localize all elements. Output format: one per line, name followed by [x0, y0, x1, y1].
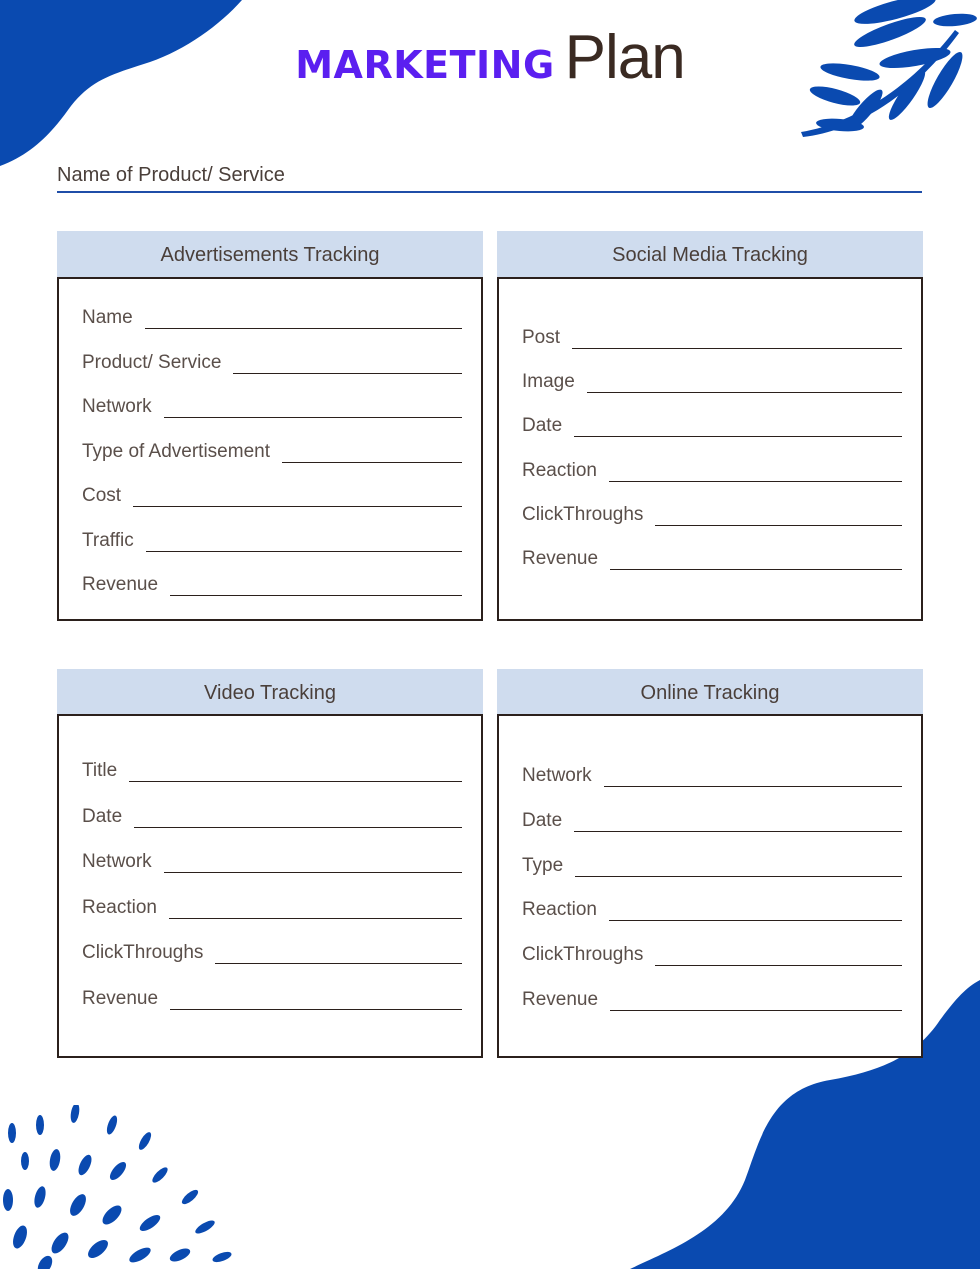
video-field-revenue[interactable] [59, 984, 481, 1014]
online-field-reaction[interactable] [499, 895, 921, 925]
field-label: Network [82, 851, 152, 872]
field-input-line[interactable] [164, 417, 462, 418]
field-input-line[interactable] [170, 595, 462, 596]
field-label: Revenue [522, 548, 599, 569]
field-label: Network [82, 396, 152, 417]
video-section-header: Video Tracking [57, 669, 483, 715]
field-input-line[interactable] [146, 551, 462, 552]
field-input-line[interactable] [655, 525, 902, 526]
video-section-box [57, 714, 483, 1058]
field-label: Post [522, 327, 561, 348]
social-field-clickthroughs[interactable] [499, 500, 921, 530]
field-input-line[interactable] [572, 348, 902, 349]
online-field-date[interactable] [499, 806, 921, 836]
video-field-clickthroughs[interactable] [59, 938, 481, 968]
product-name-label: Name of Product/ Service [57, 164, 285, 186]
field-input-line[interactable] [282, 462, 462, 463]
social-field-post[interactable] [499, 323, 921, 353]
field-input-line[interactable] [169, 918, 462, 919]
social-section-header: Social Media Tracking [497, 231, 923, 277]
field-label: Cost [82, 485, 122, 506]
field-input-line[interactable] [655, 965, 902, 966]
field-input-line[interactable] [575, 876, 902, 877]
ads-field-product-service[interactable] [59, 348, 481, 378]
online-section-header: Online Tracking [497, 669, 923, 715]
field-label: Image [522, 371, 575, 393]
ads-section-box [57, 277, 483, 621]
field-label: Reaction [82, 896, 157, 918]
field-input-line[interactable] [129, 781, 462, 782]
field-label: Date [82, 805, 123, 827]
ads-field-name[interactable] [59, 303, 481, 333]
product-name-field[interactable] [57, 191, 922, 193]
field-input-line[interactable] [170, 1009, 462, 1010]
field-input-line[interactable] [610, 569, 902, 570]
field-input-line[interactable] [604, 786, 902, 787]
field-input-line[interactable] [574, 831, 902, 832]
ads-field-revenue[interactable] [59, 570, 481, 600]
field-input-line[interactable] [609, 481, 902, 482]
field-label: Type of Advertisement [82, 440, 270, 462]
social-field-date[interactable] [499, 411, 921, 441]
field-input-line[interactable] [145, 328, 462, 329]
online-field-revenue[interactable] [499, 985, 921, 1015]
video-field-reaction[interactable] [59, 893, 481, 923]
field-label: ClickThroughs [522, 944, 644, 966]
field-input-line[interactable] [134, 827, 462, 828]
social-field-image[interactable] [499, 367, 921, 397]
field-label: Reaction [522, 459, 597, 481]
field-label: ClickThroughs [82, 942, 204, 963]
ads-field-type-of-advertisement[interactable] [59, 437, 481, 467]
title-plan: Plan [564, 23, 685, 92]
field-label: Revenue [82, 574, 159, 595]
social-field-revenue[interactable] [499, 544, 921, 574]
online-field-type[interactable] [499, 851, 921, 881]
field-input-line[interactable] [610, 1010, 902, 1011]
field-label: ClickThroughs [522, 503, 644, 525]
field-label: Date [522, 809, 563, 831]
online-field-network[interactable] [499, 761, 921, 791]
field-input-line[interactable] [574, 436, 902, 437]
field-input-line[interactable] [133, 506, 462, 507]
ads-field-network[interactable] [59, 392, 481, 422]
field-label: Type [522, 854, 564, 876]
ads-section-header: Advertisements Tracking [57, 231, 483, 277]
video-field-network[interactable] [59, 847, 481, 877]
social-section-box [497, 277, 923, 621]
video-field-date[interactable] [59, 802, 481, 832]
title-marketing: MARKETING [295, 43, 555, 87]
field-label: Product/ Service [82, 351, 222, 373]
field-label: Revenue [522, 989, 599, 1010]
field-input-line[interactable] [587, 392, 902, 393]
field-input-line[interactable] [215, 963, 462, 964]
field-label: Title [82, 760, 118, 781]
field-label: Traffic [82, 529, 134, 551]
page-title [0, 22, 980, 93]
field-input-line[interactable] [233, 373, 462, 374]
field-label: Reaction [522, 899, 597, 921]
field-label: Revenue [82, 987, 159, 1009]
online-field-clickthroughs[interactable] [499, 940, 921, 970]
dotted-petals-decoration [0, 1105, 250, 1269]
field-label: Name [82, 307, 133, 328]
field-input-line[interactable] [164, 872, 462, 873]
field-input-line[interactable] [609, 920, 902, 921]
online-section-box [497, 714, 923, 1058]
social-field-reaction[interactable] [499, 456, 921, 486]
field-label: Network [522, 765, 592, 786]
video-field-title[interactable] [59, 756, 481, 786]
ads-field-cost[interactable] [59, 481, 481, 511]
ads-field-traffic[interactable] [59, 526, 481, 556]
field-label: Date [522, 415, 563, 437]
